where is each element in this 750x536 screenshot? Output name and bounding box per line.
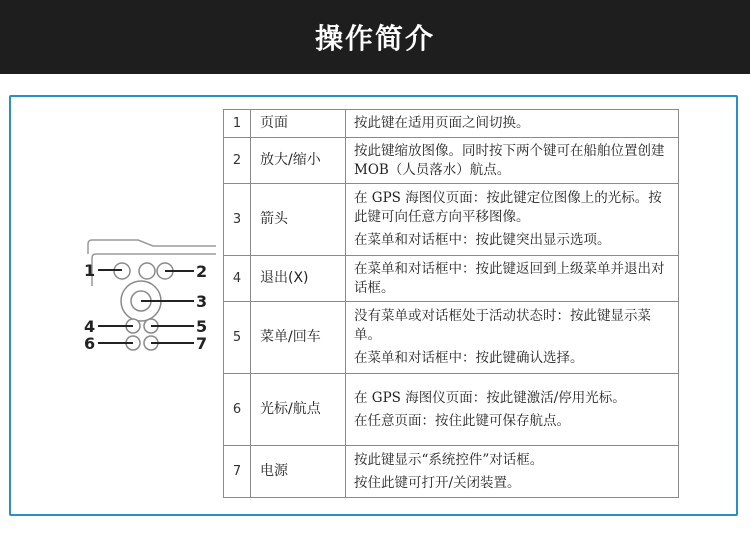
- callout-7: 7: [196, 334, 208, 353]
- row-number: 1: [224, 110, 251, 138]
- key-name: 放大/缩小: [251, 138, 346, 184]
- key-description: [346, 110, 679, 138]
- key-function-table: [223, 109, 679, 498]
- description-text: 在菜单和对话框中：按此键确认选择。: [354, 350, 584, 366]
- key-name: 光标/航点: [251, 374, 346, 446]
- table-row: [224, 110, 679, 138]
- page-header: [0, 0, 750, 74]
- key-name: 箭头: [251, 184, 346, 256]
- callout-5: 5: [196, 317, 208, 336]
- page-title: 操作简介: [314, 22, 435, 55]
- row-number: 3: [224, 184, 251, 256]
- row-number: 5: [224, 302, 251, 374]
- description-text: 在菜单和对话框中：按此键返回到上级菜单并退出对话框。: [354, 260, 665, 296]
- table-row: [224, 138, 679, 184]
- description-text: 没有菜单或对话框处于活动状态时：按此键显示菜单。: [354, 308, 651, 343]
- key-description: [346, 256, 679, 302]
- row-number: 2: [224, 138, 251, 184]
- table-row: [224, 256, 679, 302]
- table-row: [224, 184, 679, 256]
- description-text: 按住此键可打开/关闭装置。: [354, 474, 521, 491]
- key-name: 电源: [251, 446, 346, 498]
- button-zoom-out-outline: [139, 263, 155, 279]
- callout-2: 2: [196, 262, 208, 281]
- description-text: 在 GPS 海图仪页面：按此键激活/停用光标。: [354, 389, 626, 406]
- description-text: 在 GPS 海图仪页面：按此键定位图像上的光标。按此键可向任意方向平移图像。: [354, 190, 662, 225]
- row-number: 6: [224, 374, 251, 446]
- key-description: [346, 302, 679, 374]
- table-row: [224, 446, 679, 498]
- description-text: 按此键显示“系统控件”对话框。: [354, 451, 544, 468]
- description-text: 在菜单和对话框中：按此键突出显示选项。: [354, 232, 611, 248]
- description-text: 按此键缩放图像。同时按下两个键可在船舶位置创建 MOB（人员落水）航点。: [354, 142, 665, 178]
- callout-6: 6: [84, 334, 96, 353]
- key-description: [346, 184, 679, 256]
- key-description: [346, 138, 679, 184]
- key-description: [346, 374, 679, 446]
- table-row: [224, 302, 679, 374]
- key-name: 页面: [251, 110, 346, 138]
- key-name: 退出(X): [251, 256, 346, 302]
- callout-4: 4: [84, 317, 96, 336]
- device-outline: [88, 240, 216, 254]
- row-number: 4: [224, 256, 251, 302]
- key-description: [346, 446, 679, 498]
- description-text: 在任意页面：按住此键可保存航点。: [354, 412, 570, 429]
- key-name: 菜单/回车: [251, 302, 346, 374]
- description-text: 按此键在适用页面之间切换。: [354, 115, 530, 131]
- table-row: [224, 374, 679, 446]
- callout-3: 3: [196, 292, 208, 311]
- callout-1: 1: [84, 261, 96, 280]
- device-diagram: [78, 236, 218, 366]
- row-number: 7: [224, 446, 251, 498]
